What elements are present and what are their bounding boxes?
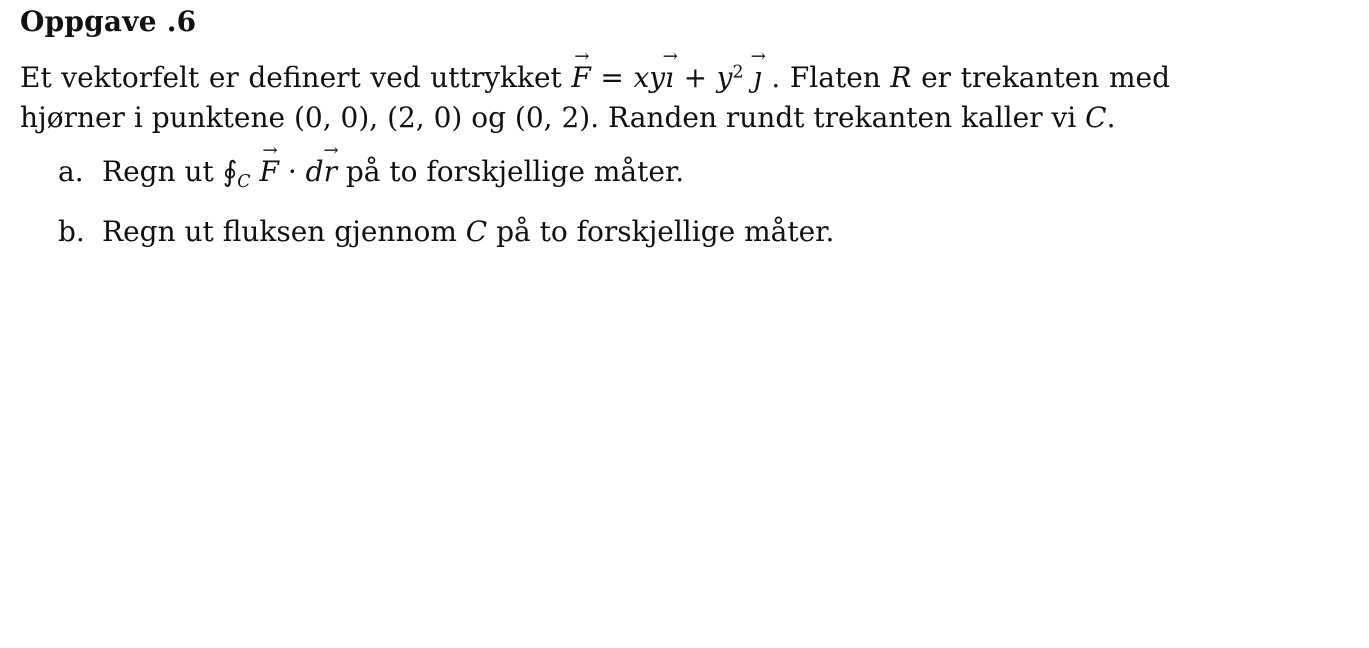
- y-term: y: [716, 61, 733, 94]
- curve-C: C: [465, 215, 488, 248]
- subtask-label: a.: [58, 155, 84, 188]
- document: [20, 0, 1200, 272]
- vector-r: → r: [324, 152, 337, 192]
- exponent: 2: [732, 62, 744, 83]
- subtask-text: [102, 152, 684, 192]
- integral-subscript: C: [237, 172, 251, 193]
- intro-text-1: Et vektorfelt er definert ved uttrykket: [20, 61, 572, 94]
- subtask-a-text-1: Regn ut: [102, 155, 223, 188]
- intro-text-2: . Flaten: [761, 61, 891, 94]
- subtask-b-text-2: på to forskjellige måter.: [487, 215, 835, 248]
- vector-F: → F: [571, 58, 590, 98]
- subtask-b: [58, 212, 1200, 252]
- subtask-text: [102, 212, 834, 252]
- curve-C: C: [1085, 101, 1107, 134]
- intro-text-3: er trekanten med hjørner i punktene (0, 0), (2, 0) og (0, 2). Randen rundt trekanten kaller vi: [20, 61, 1171, 134]
- plus-sign: +: [674, 61, 717, 94]
- xy-term: xy: [633, 61, 666, 94]
- contour-integral-icon: ∮: [222, 155, 238, 188]
- subtask-list: [20, 152, 1200, 252]
- subtask-b-text-1: Regn ut fluksen gjennom: [102, 215, 466, 248]
- subtask-label: b.: [58, 215, 85, 248]
- subtask-a: [58, 152, 1200, 192]
- problem-statement: [20, 58, 1170, 138]
- equals-sign: =: [590, 61, 634, 94]
- differential-d: d: [305, 155, 324, 188]
- region-R: R: [890, 61, 912, 94]
- exercise-heading: Oppgave .6: [20, 5, 197, 38]
- dot-operator: ·: [278, 155, 306, 188]
- unit-vector-i: → ı: [665, 58, 674, 98]
- vector-F: → F: [260, 152, 279, 192]
- subtask-a-text-2: på to forskjellige måter.: [336, 155, 685, 188]
- intro-text-4: .: [1106, 101, 1116, 134]
- unit-vector-j: → ȷ: [753, 58, 762, 98]
